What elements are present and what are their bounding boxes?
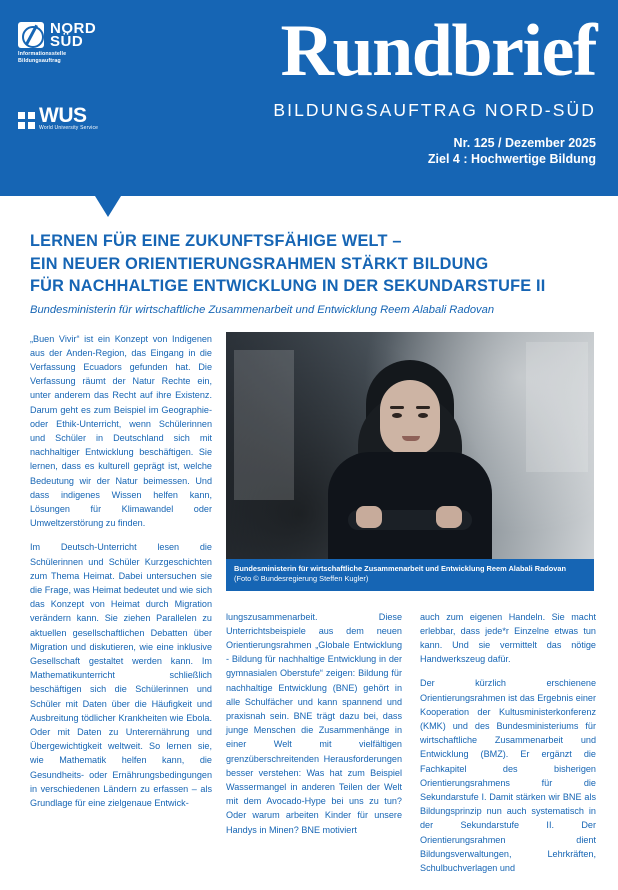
text-column-1	[30, 332, 212, 821]
byline: Bundesministerin für wirtschaftliche Zusammenarbeit und Entwicklung Reem Alabali Radovan	[30, 303, 495, 316]
logo-wus-wordmark	[39, 106, 98, 132]
logo-nord-sued-wordmark	[50, 20, 96, 48]
logo-subtitle-line2: Bildungsauftrag	[18, 57, 61, 64]
logo-wus	[18, 106, 130, 132]
logo-nord-text: NORD	[50, 20, 97, 37]
figure-caption	[226, 559, 594, 591]
article-body	[30, 332, 596, 890]
headline-line-1: LERNEN FÜR EINE ZUKUNFTSFÄHIGE WELT –	[30, 232, 402, 250]
masthead-title: Rundbrief	[280, 10, 596, 92]
header-notch	[95, 196, 121, 217]
page-header	[0, 0, 618, 196]
globe-slash-icon	[18, 22, 44, 48]
paragraph: lungszusammenarbeit. Diese Unterrichtsbeispiele aus dem neuen Orientierungsrahmen „Globale Entwicklung - Bildung für nachhaltige Entwicklung in der gymnasialen Oberstufe“ zeigen: Bildung für nachhaltige Entwicklung (BNE) gehört in alle Schulfächer und kann spannend und praxisnah sein. BNE trägt dazu bei, dass junge Menschen die Zusammenhänge in einer Welt mit vielfältigen grenzüberschreitenden Herausforderungen besser verstehen: Was hat zum Beispiel Wassermangel in anderen Teilen der Welt mit dem Avocado-Hype bei uns zu tun? Oder warum arbeiten Kinder für unsere Handys in Minen? BNE motiviert	[226, 611, 402, 835]
issue-info	[130, 135, 596, 167]
paragraph: Im Deutsch-Unterricht lesen die Schülerinnen und Schüler Kurzgeschichten zum Thema Heimat. Dabei untersuchen sie die Frage, was Heimat bedeutet und wie sich das Konzept von Heimat durch Migration verändern kann. Sie ziehen Parallelen zu aktuellen gesellschaftlichen Debatten über Migration und diskutieren, wie eine inklusive Gesellschaft gestaltet werden kann. Im Mathematikunterricht schließlich beschäftigen sich die Schülerinnen und Schüler mit Daten über die Häufigkeit und Ausbreitung tödlicher Krankheiten wie Ebola. Oder mit Daten zu Unterernährung und Übergewichtigkeit weltweit. So lernen sie, wie Mathematik helfen kann, die Gesundheits- oder Ernährungsbedingungen in verschiedenen Ländern zu erfassen – als Grundlage für eine zielgenaue Entwick-	[30, 542, 212, 808]
logo-nord-sued	[18, 20, 130, 48]
headline-line-2: EIN NEUER ORIENTIERUNGSRAHMEN STÄRKT BILDUNG	[30, 254, 489, 273]
header-inner	[0, 0, 618, 167]
portrait-photo	[226, 332, 594, 559]
logo-wus-abbrev: WUS	[39, 104, 87, 128]
issue-goal: Ziel 4 : Hochwertige Bildung	[427, 152, 596, 166]
issue-number: Nr. 125 / Dezember 2025	[453, 136, 596, 150]
article	[0, 196, 618, 890]
masthead-block	[130, 10, 600, 167]
text-column-2	[226, 610, 402, 847]
logo-sued-text: SÜD	[50, 33, 84, 50]
logo-group	[18, 14, 130, 167]
caption-line-1: Bundesministerin für wirtschaftliche Zusammenarbeit und Entwicklung Reem Alabali Radovan	[234, 563, 566, 573]
logo-nord-sued-subtitle	[18, 51, 130, 64]
masthead-subtitle: BILDUNGSAUFTRAG NORD-SÜD	[273, 100, 596, 120]
page-title	[30, 230, 596, 298]
paragraph: auch zum eigenen Handeln. Sie macht erlebbar, dass jede*r Einzelne etwas tun kann. Und sie vermittelt das nötige Handwerkszeug dafür.	[420, 611, 596, 665]
four-squares-icon	[18, 112, 35, 129]
paragraph: „Buen Vivir“ ist ein Konzept von Indigenen aus der Anden-Region, das Eingang in die Verfassung Ecuadors gefunden hat. Die Verfassung räumt der Natur Rechte ein, unter anderem das Recht auf ihre Existenz. Darum geht es zum Beispiel im Geographie- oder Ethik-Unterricht, wenn Schülerinnen und Schüler in Deutschland sich mit nachhaltiger Entwicklung beschäftigen. Sie lernen, dass es kulturell geprägt ist, welche Bedeutung wir der Natur beimessen. Und dass indigenes Wissen helfen kann, Lösungen für Klimawandel oder Umweltzerstörung zu finden.	[30, 333, 212, 529]
logo-wus-fullname: World University Service	[39, 125, 99, 132]
text-column-3	[420, 610, 596, 886]
headline-line-3: FÜR NACHHALTIGE ENTWICKLUNG IN DER SEKUNDARSTUFE II	[30, 277, 546, 295]
portrait-subject	[322, 360, 498, 559]
caption-credit: (Foto © Bundesregierung Steffen Kugler)	[234, 574, 369, 584]
logo-subtitle-line1: Informationsstelle	[18, 51, 67, 57]
figure	[226, 332, 594, 591]
paragraph: Der kürzlich erschienene Orientierungsrahmen ist das Ergebnis einer Kooperation der Kultusministerkonferenz (KMK) und des Bundesministeriums für wirtschaftliche Zusammenarbeit und Entwicklung (BMZ). Er ergänzt die Fachkapitel des bisherigen Orientierungsrahmens für die Sekundarstufe I. Damit stärken wir BNE als Bildungsprinzip nun auch systematisch in der Sekundarstufe II. Der Orientierungsrahmen dient Bildungsverwaltungen, Lehrkräften, Schulbuchverlagen und	[420, 678, 596, 873]
